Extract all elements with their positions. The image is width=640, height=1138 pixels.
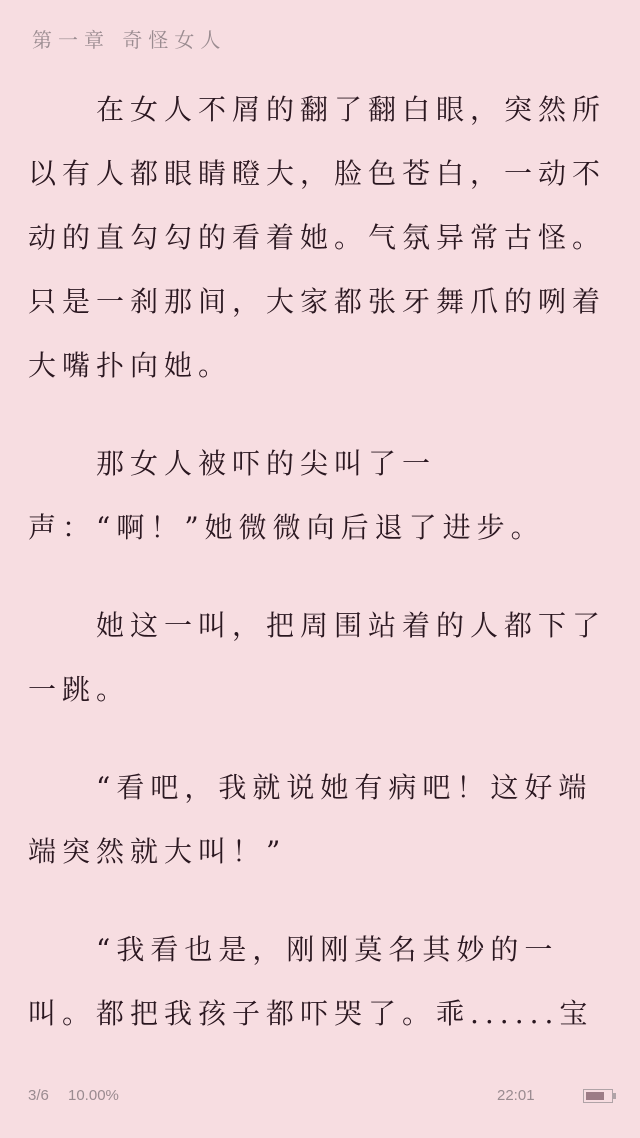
story-paragraph: “我看也是，刚刚莫名其妙的一叫。都把我孩子都吓哭了。乖......宝: [28, 933, 594, 1030]
battery-level-fill: [586, 1092, 604, 1100]
chapter-title: 第一章 奇怪女人: [32, 28, 227, 52]
reading-progress: 10.00%: [68, 1087, 119, 1104]
story-paragraph: “看吧，我就说她有病吧！这好端端突然就大叫！”: [28, 771, 593, 868]
reading-area[interactable]: [28, 78, 612, 1058]
chapter-header: [32, 24, 612, 52]
reader-status-bar: [0, 1086, 640, 1110]
battery-icon: [583, 1089, 613, 1103]
page-indicator: 3/6: [28, 1087, 49, 1104]
story-paragraph: 在女人不屑的翻了翻白眼，突然所以有人都眼睛瞪大，脸色苍白，一动不动的直勾勾的看着她。气氛异常古怪。只是一刹那间，大家都张牙舞爪的咧着大嘴扑向她。: [28, 93, 607, 382]
story-paragraph: 她这一叫，把周围站着的人都下了一跳。: [28, 609, 607, 706]
story-paragraph: 那女人被吓的尖叫了一声：“啊！”她微微向后退了进步。: [28, 447, 545, 544]
clock-time: 22:01: [497, 1087, 535, 1104]
battery-cap: [613, 1093, 616, 1099]
